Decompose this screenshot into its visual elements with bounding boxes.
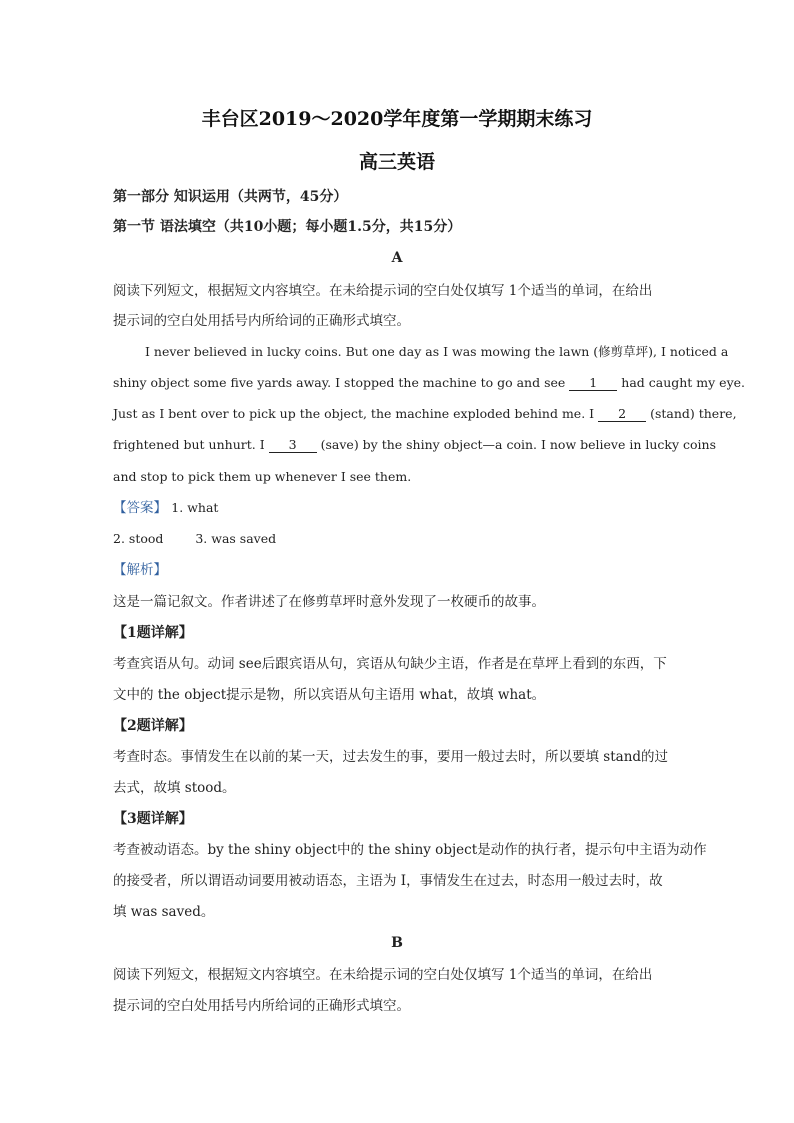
passage-text: had caught my eye. — [621, 375, 746, 390]
answer-2: 2. stood — [113, 531, 164, 546]
passage-text: Just as I bent over to pick up the object, the machine exploded behind me. I — [113, 406, 595, 421]
question-3-heading: 【3题详解】 — [113, 811, 193, 827]
explanation-line: 文中的 the object提示是物，所以宾语从句主语用 what，故填 what。 — [113, 687, 546, 703]
question-1-heading: 【1题详解】 — [113, 625, 193, 641]
instructions-line: 提示词的空白处用括号内所给词的正确形式填空。 — [113, 313, 410, 329]
answer-row — [113, 498, 683, 518]
exam-title: 丰台区2019～2020学年度第一学期期末练习 — [201, 108, 593, 130]
instructions-line: 阅读下列短文，根据短文内容填空。在未给提示词的空白处仅填写 1个适当的单词，在给出 — [113, 283, 653, 299]
explanation-line: 去式，故填 stood。 — [113, 780, 236, 796]
answer-row — [113, 529, 683, 549]
answer-1: 1. what — [171, 500, 219, 515]
explanation-line: 填 was saved。 — [113, 904, 215, 920]
passage-line — [113, 404, 737, 424]
exam-subtitle: 高三英语 — [358, 151, 435, 173]
part-heading: 第一部分 知识运用（共两节，45分） — [113, 189, 348, 205]
analysis-text: 这是一篇记叙文。作者讲述了在修剪草坪时意外发现了一枚硬币的故事。 — [113, 594, 545, 610]
explanation-line: 考查时态。事情发生在以前的某一天，过去发生的事，要用一般过去时，所以要填 stand的过 — [113, 749, 669, 765]
passage-b-label: B — [391, 935, 403, 951]
blank-3: 3 — [269, 438, 317, 453]
passage-text: (stand) there, — [650, 406, 737, 421]
blank-2: 2 — [598, 407, 646, 422]
passage-line: and stop to pick them up whenever I see them. — [113, 469, 412, 484]
analysis-tag: 【解析】 — [113, 562, 167, 578]
passage-line: I never believed in lucky coins. But one day as I was mowing the lawn (修剪草坪), I noticed a — [145, 344, 729, 359]
explanation-line: 考查宾语从句。动词 see后跟宾语从句，宾语从句缺少主语，作者是在草坪上看到的东西，下 — [113, 656, 667, 672]
passage-text: shiny object some five yards away. I stopped the machine to go and see — [113, 375, 566, 390]
answer-3: 3. was saved — [195, 531, 277, 546]
passage-line — [113, 373, 746, 393]
explanation-line: 考查被动语态。by the shiny object中的 the shiny object是动作的执行者，提示句中主语为动作 — [113, 842, 707, 858]
instructions-line: 阅读下列短文，根据短文内容填空。在未给提示词的空白处仅填写 1个适当的单词，在给出 — [113, 967, 653, 983]
explanation-line: 的接受者，所以谓语动词要用被动语态，主语为 I，事情发生在过去，时态用一般过去时，故 — [113, 873, 663, 889]
passage-line — [113, 435, 717, 455]
passage-text: (save) by the shiny object—a coin. I now believe in lucky coins — [320, 437, 717, 452]
section-heading: 第一节 语法填空（共10小题；每小题1.5分，共15分） — [113, 219, 462, 235]
answer-tag: 【答案】 — [113, 500, 167, 516]
blank-1: 1 — [569, 376, 617, 391]
passage-text: frightened but unhurt. I — [113, 437, 265, 452]
passage-a-label: A — [391, 250, 403, 266]
instructions-line: 提示词的空白处用括号内所给词的正确形式填空。 — [113, 998, 410, 1014]
question-2-heading: 【2题详解】 — [113, 718, 193, 734]
